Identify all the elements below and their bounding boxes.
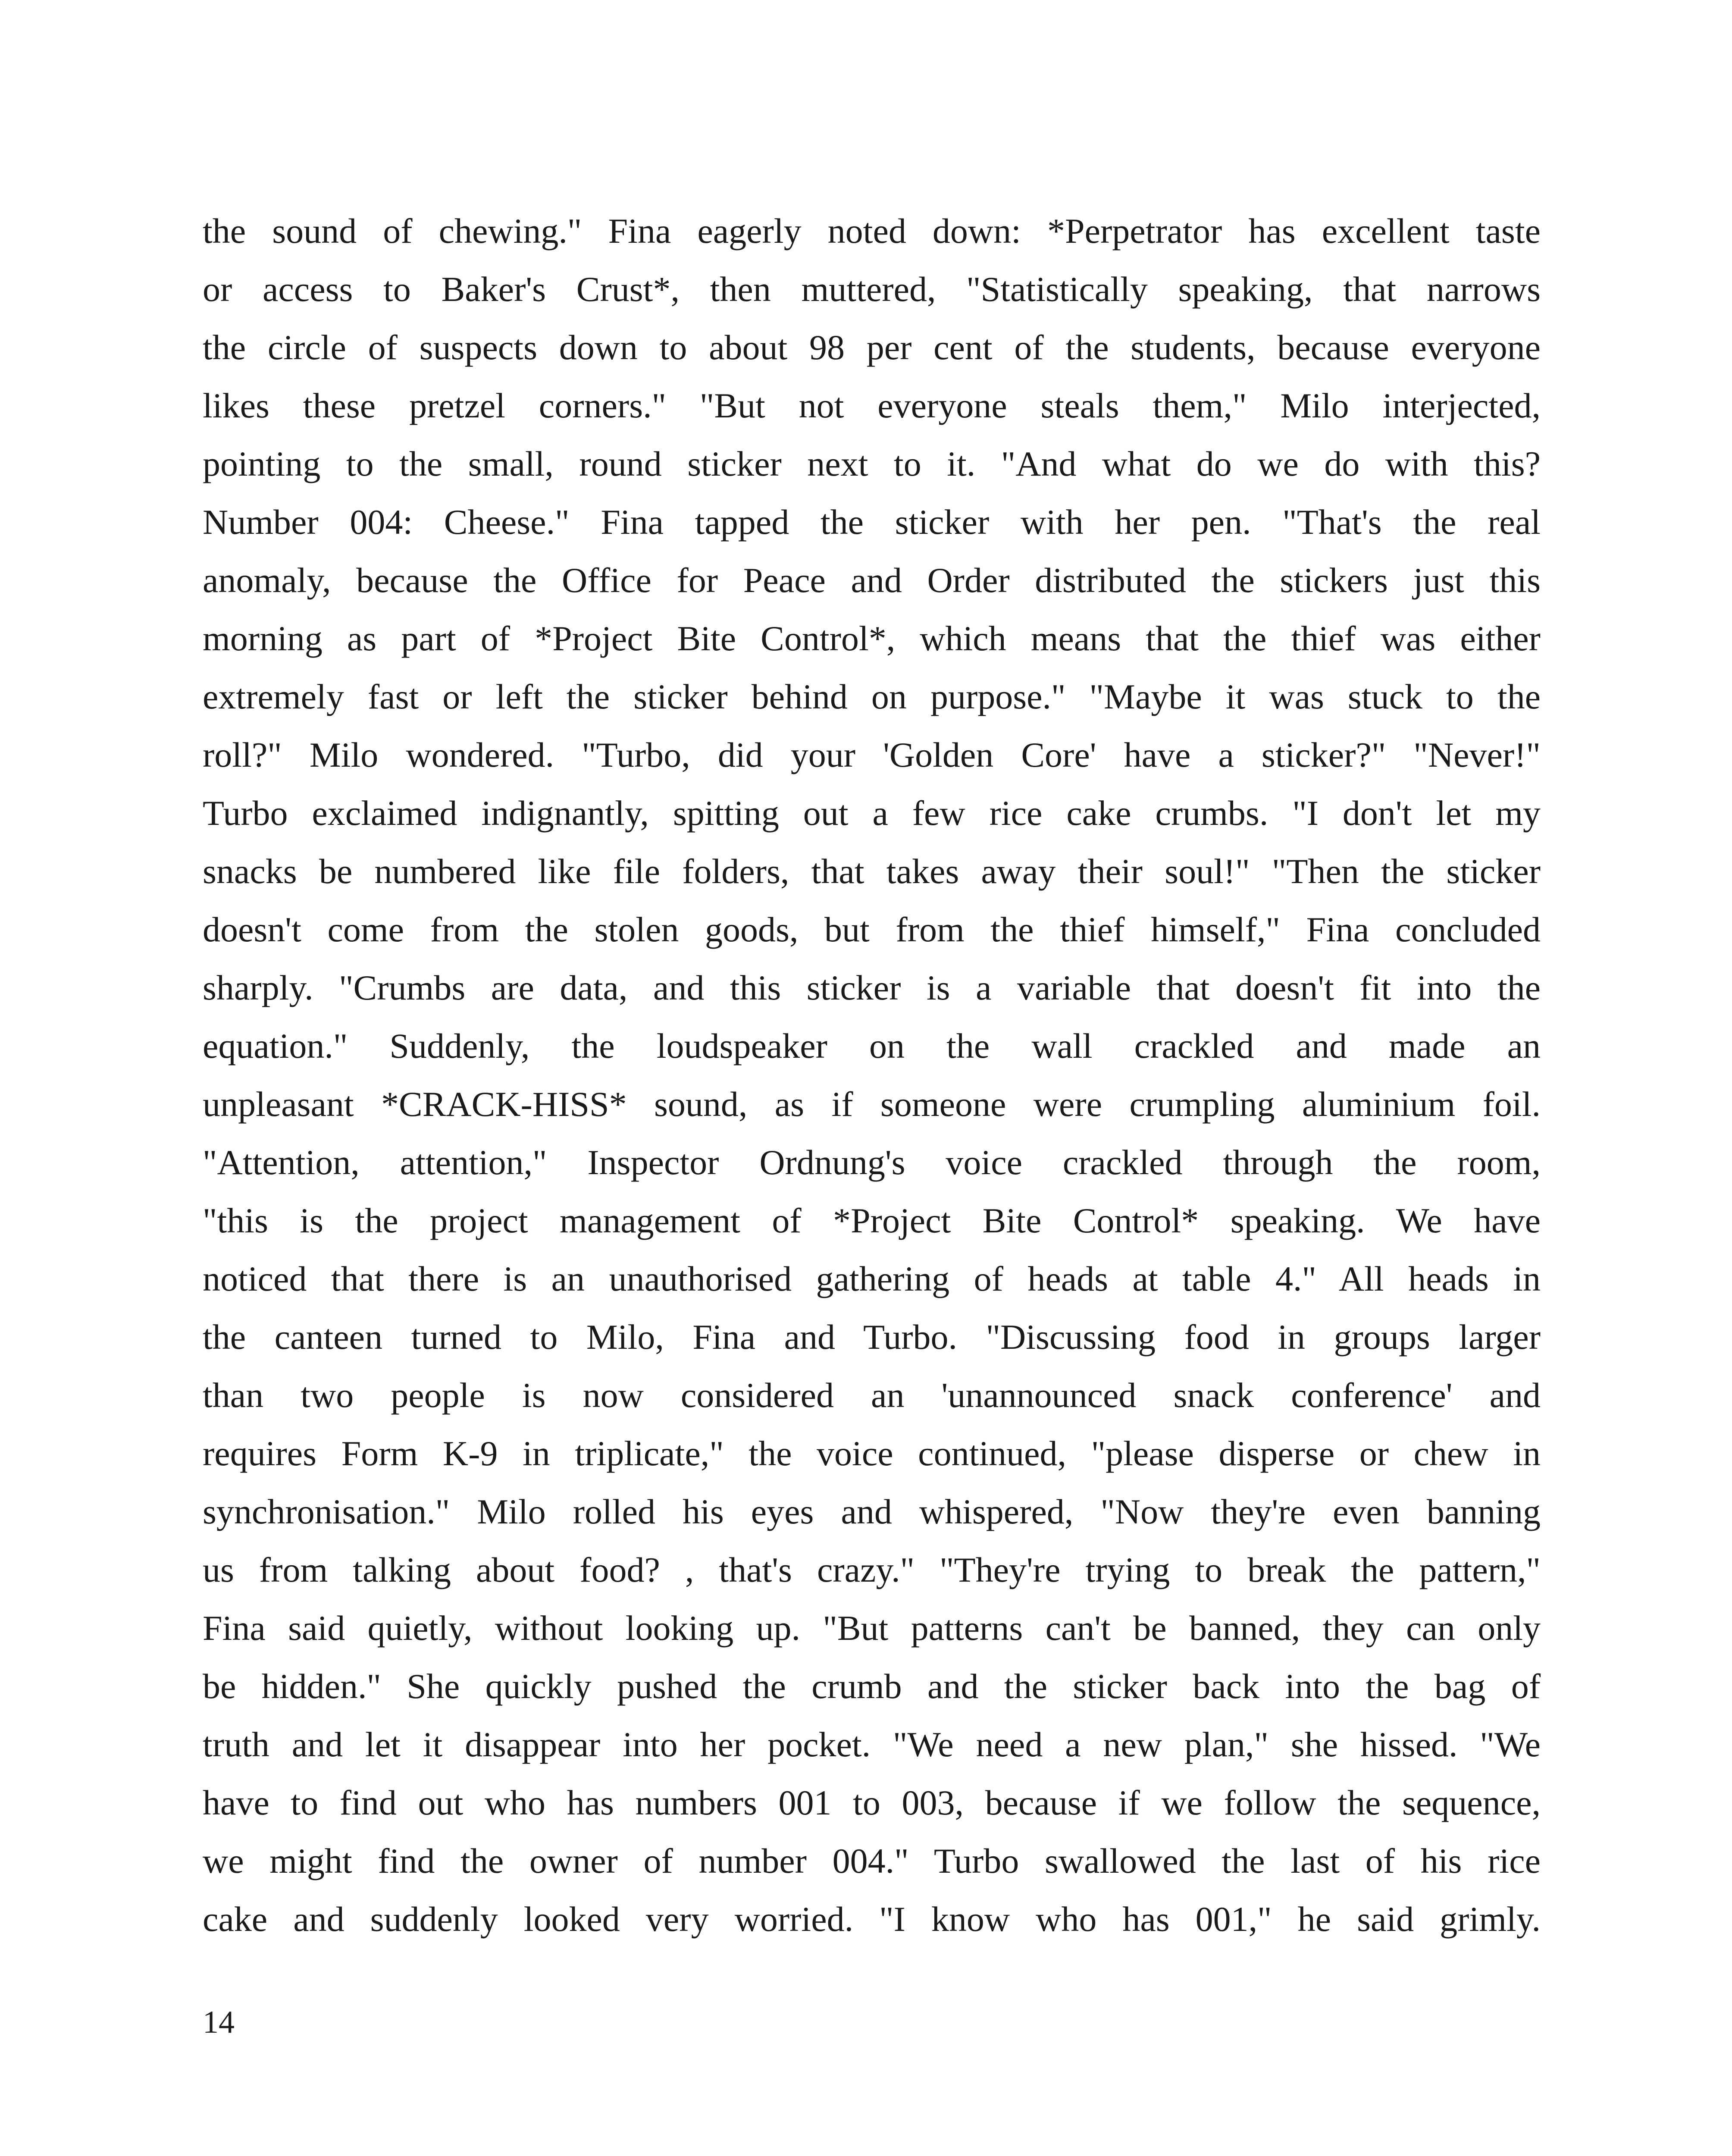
text-line: the canteen turned to Milo, Fina and Turbo. "Discussing food in groups larger xyxy=(203,1317,1541,1357)
text-line: morning as part of *Project Bite Control*, which means that the thief was either xyxy=(203,619,1541,658)
text-line: equation." Suddenly, the loudspeaker on the wall crackled and made an xyxy=(203,1026,1541,1065)
text-line: doesn't come from the stolen goods, but from the thief himself," Fina concluded xyxy=(203,910,1541,949)
text-line: roll?" Milo wondered. "Turbo, did your 'Golden Core' have a sticker?" "Never!" xyxy=(203,735,1541,774)
text-line: noticed that there is an unauthorised gathering of heads at table 4." All heads in xyxy=(203,1259,1541,1298)
text-line: the sound of chewing." Fina eagerly noted down: *Perpetrator has excellent taste xyxy=(203,211,1541,251)
text-line: "this is the project management of *Project Bite Control* speaking. We have xyxy=(203,1201,1541,1240)
text-line: snacks be numbered like file folders, that takes away their soul!" "Then the sticker xyxy=(203,852,1541,891)
text-line: requires Form K-9 in triplicate," the voice continued, "please disperse or chew in xyxy=(203,1434,1541,1473)
text-line: the circle of suspects down to about 98 per cent of the students, because everyone xyxy=(203,328,1541,367)
text-line: Fina said quietly, without looking up. "But patterns can't be banned, they can only xyxy=(203,1608,1541,1648)
text-line: cake and suddenly looked very worried. "I know who has 001," he said grimly. xyxy=(203,1899,1541,1939)
text-line: Number 004: Cheese." Fina tapped the sticker with her pen. "That's the real xyxy=(203,502,1541,542)
text-line: anomaly, because the Office for Peace and Order distributed the stickers just this xyxy=(203,561,1541,600)
text-line: "Attention, attention," Inspector Ordnung's voice crackled through the room, xyxy=(203,1143,1541,1182)
page-number: 14 xyxy=(203,2005,235,2040)
text-line: Turbo exclaimed indignantly, spitting out a few rice cake crumbs. "I don't let my xyxy=(203,793,1541,833)
text-line: or access to Baker's Crust*, then muttered, "Statistically speaking, that narrows xyxy=(203,270,1541,309)
text-line: extremely fast or left the sticker behind on purpose." "Maybe it was stuck to the xyxy=(203,677,1541,716)
text-line: unpleasant *CRACK-HISS* sound, as if someone were crumpling aluminium foil. xyxy=(203,1084,1541,1124)
text-line: we might find the owner of number 004." Turbo swallowed the last of his rice xyxy=(203,1841,1541,1880)
text-line: us from talking about food? , that's crazy." "They're trying to break the pattern," xyxy=(203,1550,1541,1589)
text-line: likes these pretzel corners." "But not everyone steals them," Milo interjected, xyxy=(203,386,1541,425)
text-line: than two people is now considered an 'unannounced snack conference' and xyxy=(203,1376,1541,1415)
text-line: pointing to the small, round sticker next to it. "And what do we do with this? xyxy=(203,444,1541,483)
text-line: have to find out who has numbers 001 to 003, because if we follow the sequence, xyxy=(203,1783,1541,1822)
body-text xyxy=(203,202,1541,1948)
text-line: be hidden." She quickly pushed the crumb and the sticker back into the bag of xyxy=(203,1667,1541,1706)
text-line: sharply. "Crumbs are data, and this sticker is a variable that doesn't fit into the xyxy=(203,968,1541,1007)
text-line: truth and let it disappear into her pocket. "We need a new plan," she hissed. "We xyxy=(203,1725,1541,1764)
text-line: synchronisation." Milo rolled his eyes and whispered, "Now they're even banning xyxy=(203,1492,1541,1531)
